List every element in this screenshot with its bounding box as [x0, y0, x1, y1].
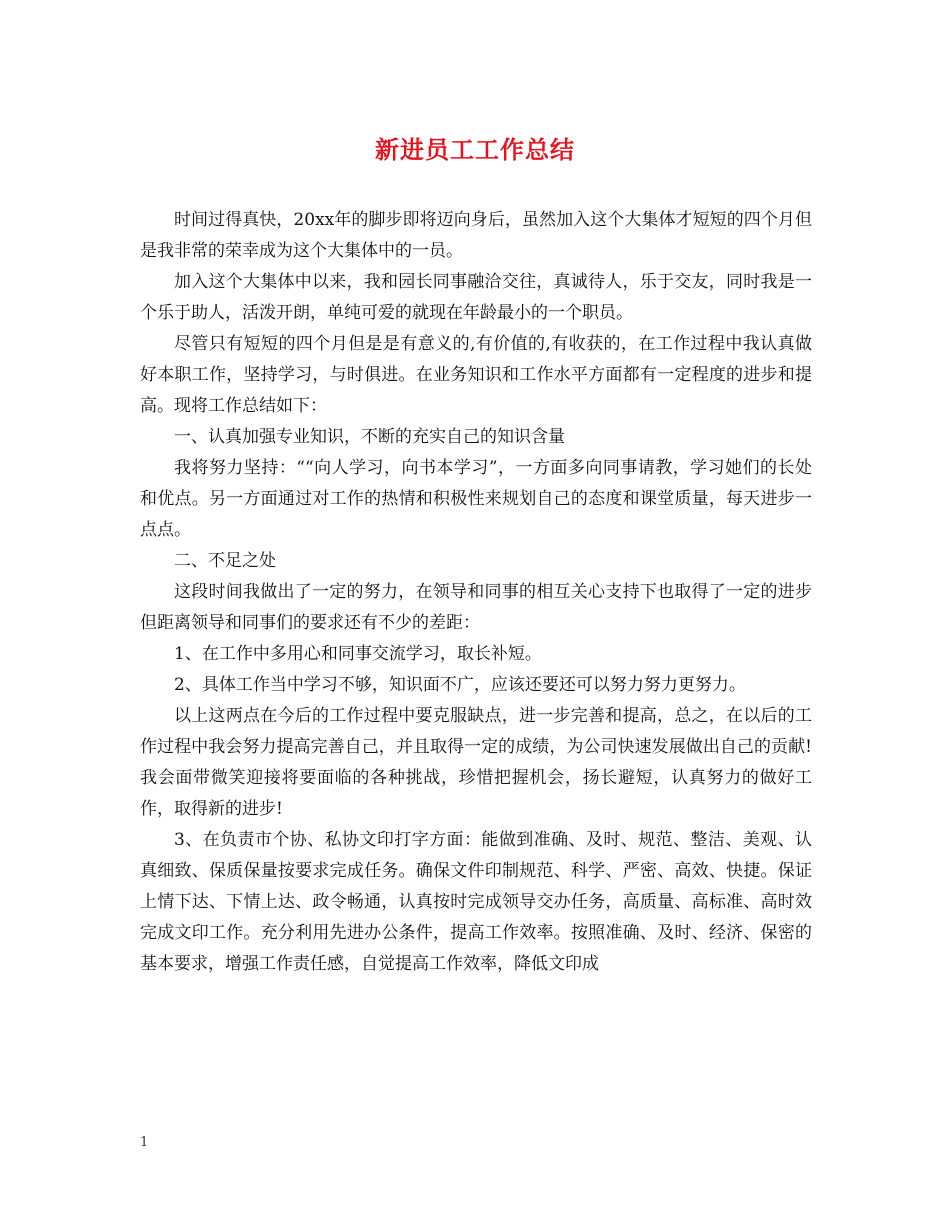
- paragraph-1: 时间过得真快，20xx年的脚步即将迈向身后，虽然加入这个大集体才短短的四个月但是我非常的荣幸成为这个大集体中的一员。: [140, 210, 812, 261]
- paragraph-3: 尽管只有短短的四个月但是是有意义的,有价值的,有收获的，在工作过程中我认真做好本职工作，坚持学习，与时俱进。在业务知识和工作水平方面都有一定程度的进步和提高。现将工作总结如下：: [140, 334, 812, 416]
- document-title: 新进员工工作总结: [375, 135, 575, 164]
- page-number: 1: [140, 1135, 149, 1150]
- list-item-2: 2、具体工作当中学习不够，知识面不广，应该还要还可以努力努力更努力。: [174, 675, 746, 695]
- list-item-1: 1、在工作中多用心和同事交流学习，取长补短。: [174, 644, 542, 664]
- paragraph-5: 这段时间我做出了一定的努力，在领导和同事的相互关心支持下也取得了一定的进步但距离领导和同事们的要求还有不少的差距：: [140, 582, 812, 633]
- document-body: [140, 205, 812, 980]
- paragraph-4: 我将努力坚持：““向人学习，向书本学习”，一方面多向同事请教，学习她们的长处和优点。另一方面通过对工作的热情和积极性来规划自己的态度和课堂质量，每天进步一点点。: [140, 458, 812, 540]
- paragraph-2: 加入这个大集体中以来，我和园长同事融洽交往，真诚待人，乐于交友，同时我是一个乐于助人，活泼开朗，单纯可爱的就现在年龄最小的一个职员。: [140, 272, 812, 323]
- list-item-3: 3、在负责市个协、私协文印打字方面：能做到准确、及时、规范、整洁、美观、认真细致、保质保量按要求完成任务。确保文件印制规范、科学、严密、高效、快捷。保证上情下达、下情上达、政令畅通，认真按时完成领导交办任务，高质量、高标准、高时效完成文印工作。充分利用先进办公条件，提高工作效率。按照准确、及时、经济、保密的基本要求，增强工作责任感，自觉提高工作效率，降低文印成: [140, 830, 812, 974]
- section-heading-2: 二、不足之处: [174, 551, 276, 571]
- paragraph-6: 以上这两点在今后的工作过程中要克服缺点，进一步完善和提高，总之，在以后的工作过程中我会努力提高完善自己，并且取得一定的成绩，为公司快速发展做出自己的贡献!我会面带微笑迎接将要面临的各种挑战，珍惜把握机会，扬长避短，认真努力的做好工作，取得新的进步!: [140, 706, 812, 819]
- section-heading-1: 一、认真加强专业知识，不断的充实自己的知识含量: [174, 427, 565, 447]
